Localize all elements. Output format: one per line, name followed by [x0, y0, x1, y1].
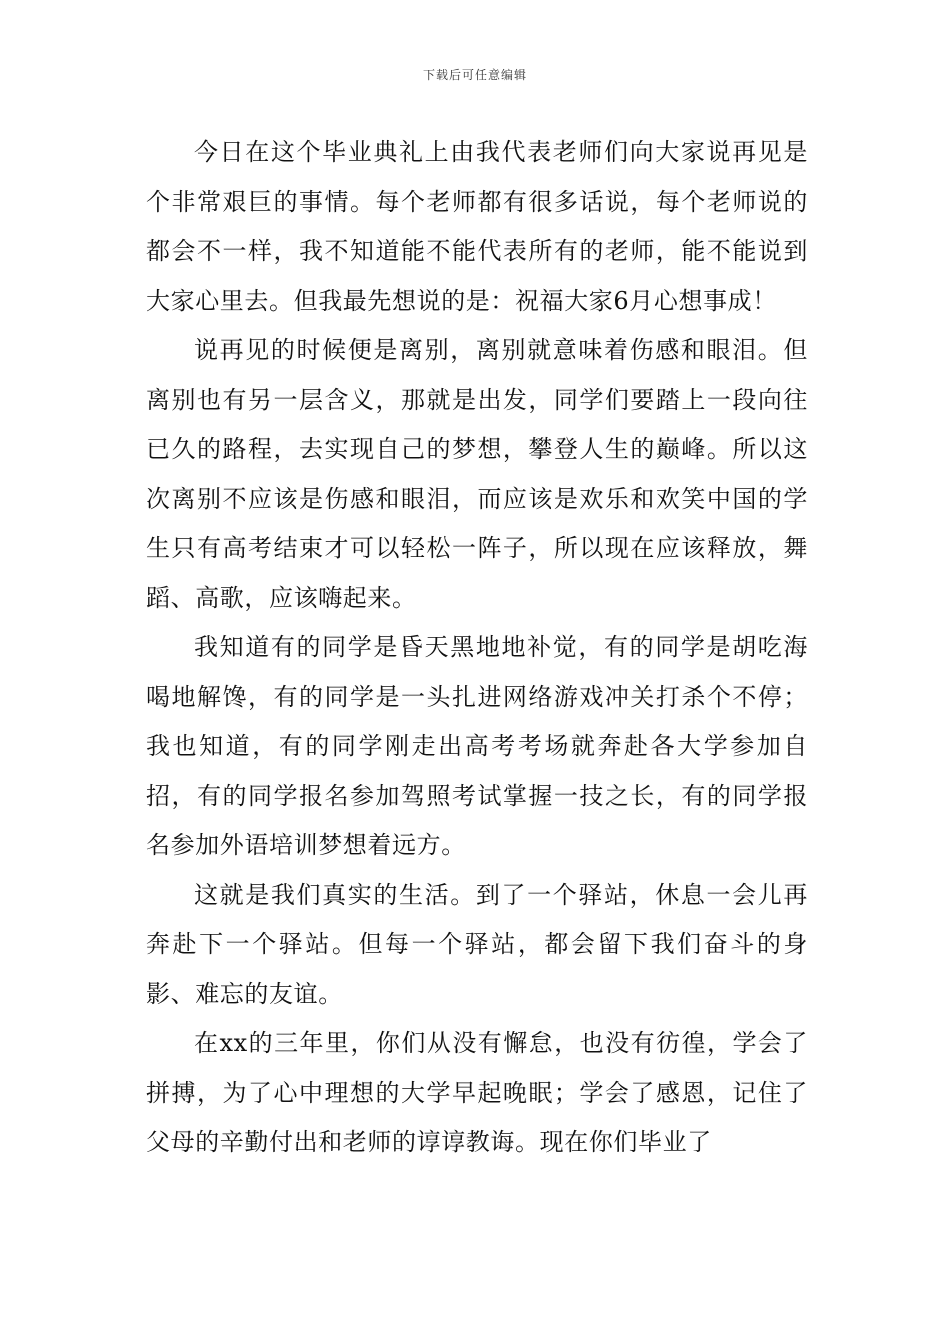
page-header: 下载后可任意编辑 — [422, 68, 527, 82]
paragraph-1: 今日在这个毕业典礼上由我代表老师们向大家说再见是个非常艰巨的事情。每个老师都有很多话说，每个老师说的都会不一样，我不知道能不能代表所有的老师，能不能说到大家心里去。但我最先想说的是：祝福大家6月心想事成！ — [146, 138, 808, 315]
document-body — [146, 128, 808, 1168]
paragraph-4: 这就是我们真实的生活。到了一个驿站，休息一会儿再奔赴下一个驿站。但每一个驿站，都会留下我们奋斗的身影、难忘的友谊。 — [146, 880, 808, 1008]
paragraph-2: 说再见的时候便是离别，离别就意味着伤感和眼泪。但离别也有另一层含义，那就是出发，同学们要踏上一段向往已久的路程，去实现自己的梦想，攀登人生的巅峰。所以这次离别不应该是伤感和眼泪，而应该是欢乐和欢笑中国的学生只有高考结束才可以轻松一阵子，所以现在应该释放，舞蹈、高歌，应该嗨起来。 — [146, 336, 808, 612]
paragraph-5: 在xx的三年里，你们从没有懈怠，也没有彷徨，学会了拼搏，为了心中理想的大学早起晚眠；学会了感恩，记住了父母的辛勤付出和老师的谆谆教诲。现在你们毕业了 — [146, 1029, 808, 1156]
paragraph-3: 我知道有的同学是昏天黑地地补觉，有的同学是胡吃海喝地解馋，有的同学是一头扎进网络游戏冲关打杀个不停；我也知道，有的同学刚走出高考考场就奔赴各大学参加自招，有的同学报名参加驾照考试掌握一技之长，有的同学报名参加外语培训梦想着远方。 — [146, 633, 808, 859]
